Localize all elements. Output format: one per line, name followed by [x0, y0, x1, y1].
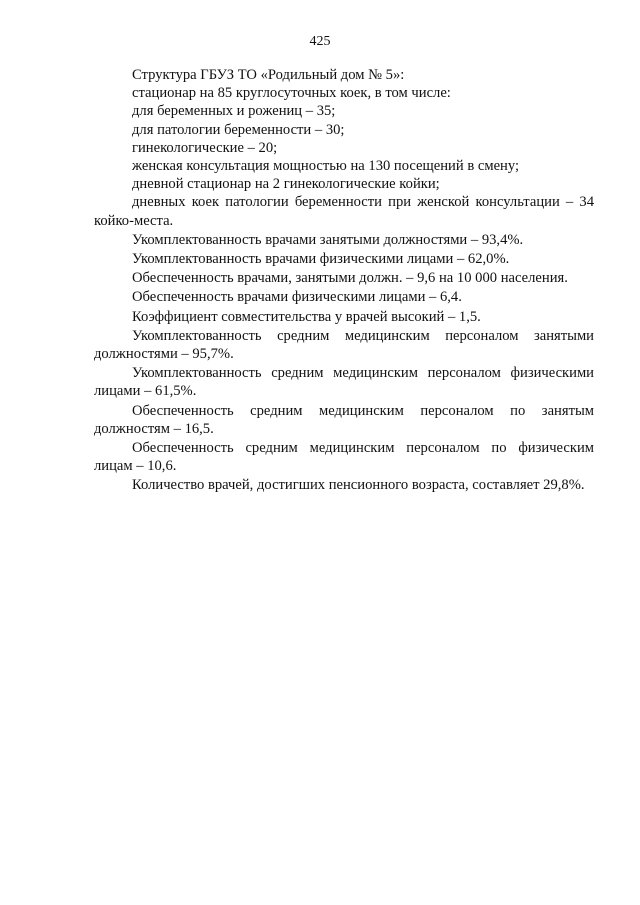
indicator-paragraph: Коэффициент совместительства у врачей высокий – 1,5.: [132, 308, 481, 325]
indicator-paragraph: Обеспеченность средним медицинским персоналом по физическим лицам – 10,6.: [94, 440, 594, 475]
structure-item: для патологии беременности – 30;: [132, 121, 345, 138]
structure-title: Структура ГБУЗ ТО «Родильный дом № 5»:: [132, 67, 405, 83]
indicator-paragraph: Обеспеченность средним медицинским персоналом по занятым должностям – 16,5.: [94, 402, 594, 437]
structure-item: для беременных и рожениц – 35;: [132, 103, 336, 120]
structure-item: дневных коек патологии беременности при женской консультации – 34 койко-места.: [94, 194, 594, 229]
indicator-paragraph: Обеспеченность врачами физическими лицами – 6,4.: [132, 289, 462, 306]
page-number: 425: [309, 34, 331, 49]
indicator-paragraph: Укомплектованность врачами физическими лицами – 62,0%.: [132, 251, 510, 268]
indicator-paragraph: Укомплектованность средним медицинским персоналом физическими лицами – 61,5%.: [94, 365, 594, 400]
structure-item: гинекологические – 20;: [132, 139, 278, 156]
indicator-paragraph: Обеспеченность врачами, занятыми должн. – 9,6 на 10 000 населения.: [132, 270, 568, 287]
structure-item: дневной стационар на 2 гинекологические койки;: [132, 176, 440, 193]
structure-item: женская консультация мощностью на 130 посещений в смену;: [132, 158, 520, 175]
document-body: [94, 66, 594, 495]
indicator-paragraph: Укомплектованность врачами занятыми должностями – 93,4%.: [132, 231, 524, 248]
indicator-paragraph: Укомплектованность средним медицинским персоналом занятыми должностями – 95,7%.: [94, 327, 594, 363]
structure-item: стационар на 85 круглосуточных коек, в том числе:: [132, 85, 451, 102]
indicator-paragraph: Количество врачей, достигших пенсионного возраста, составляет 29,8%.: [132, 477, 585, 494]
